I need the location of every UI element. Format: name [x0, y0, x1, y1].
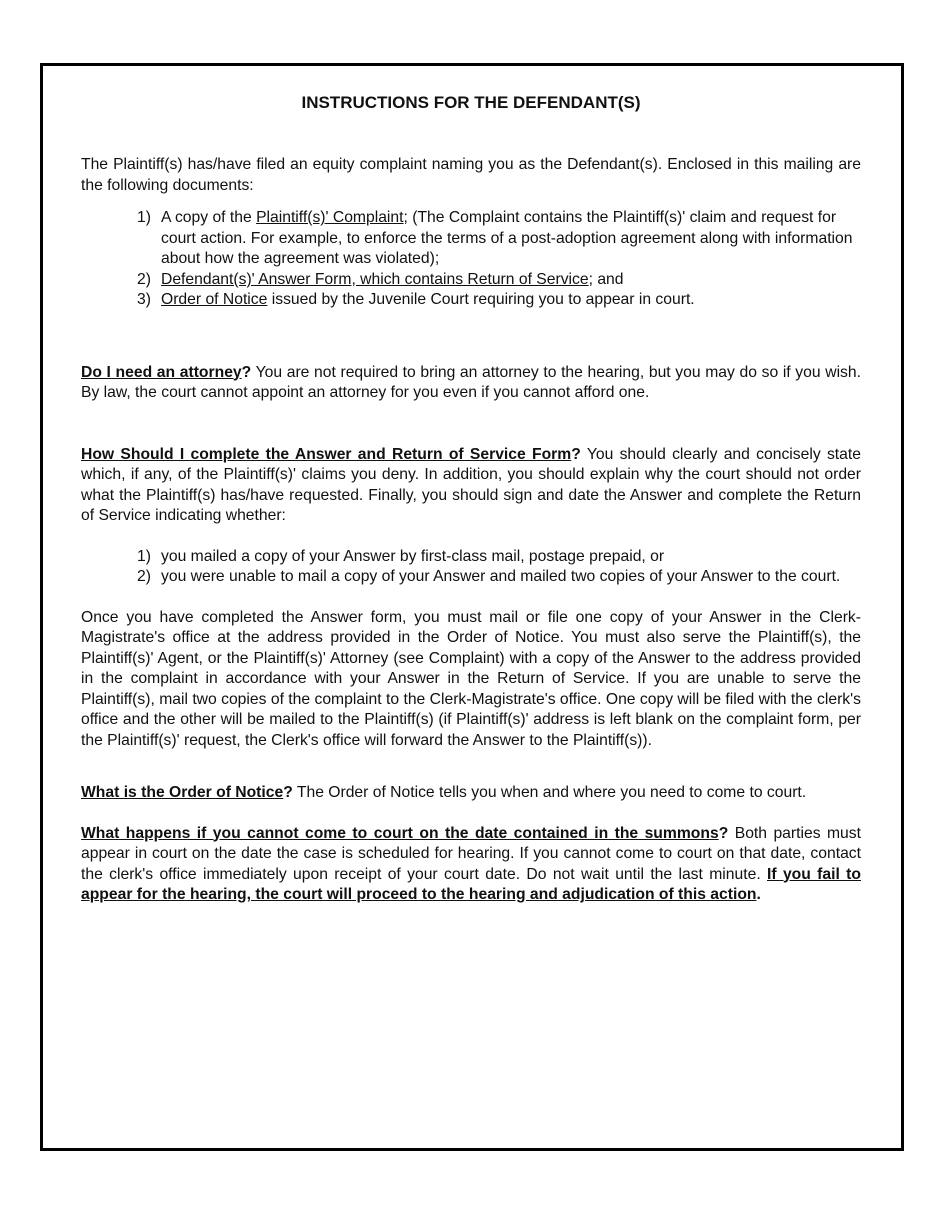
enclosed-documents-list: [81, 208, 861, 311]
answer-form-section: How Should I complete the Answer and Return of Service Form? You should clearly and concisely state which, if any, of the Plaintiff(s)' claims you deny. In addition, you should explain why the court should not order what the Plaintiff(s) has/have requested. Finally, you should sign and date the Answer and complete the Return of Service indicating whether:: [81, 445, 861, 524]
failure-to-appear-warning: If you fail to appear for the hearing, the court will proceed to the hearing and adjudication of this action: [81, 865, 861, 903]
return-of-service-options: [81, 547, 861, 588]
list-item-number: 2): [137, 568, 151, 585]
cannot-come-answer: Both parties must appear in court on the date the case is scheduled for hearing. If you cannot come to court on that date, contact the clerk's office immediately upon receipt of your court date. Do not wait until the last minute.: [81, 824, 861, 883]
intro-paragraph: [81, 155, 861, 196]
list-item: 1) you mailed a copy of your Answer by first-class mail, postage prepaid, or: [137, 547, 861, 568]
answer-form-reference: Defendant(s)' Answer Form, which contains Return of Service: [161, 270, 589, 288]
complaint-reference: Plaintiff(s)' Complaint: [256, 209, 404, 226]
list-item: 1) A copy of the Plaintiff(s)' Complaint; (The Complaint contains the Plaintiff(s)' claim and request for court action. For example, to enforce the terms of a post-adoption agreement along with information about how the agreement was violated);: [137, 209, 853, 267]
answer-form-heading: How Should I complete the Answer and Return of Service Form: [81, 445, 572, 463]
order-of-notice-answer: The Order of Notice tells you when and where you need to come to court.: [292, 784, 807, 801]
cannot-come-section: What happens if you cannot come to court on the date contained in the summons? Both parties must appear in court on the date the case is scheduled for hearing. If you cannot come to court on that date, contact the clerk's office immediately upon receipt of your court date. Do not wait until the last minute. If you fail to appear for the hearing, the court will proceed to the hearing and adjudication of this action.: [81, 824, 861, 903]
attorney-heading: Do I need an attorney: [81, 363, 242, 381]
list-item-number: 3): [137, 291, 151, 308]
cannot-come-heading: What happens if you cannot come to court on the date contained in the summons: [81, 824, 719, 842]
attorney-section: Do I need an attorney? You are not required to bring an attorney to the hearing, but you may do so if you wish. By law, the court cannot appoint an attorney for you even if you cannot afford one.: [81, 363, 861, 401]
list-item-number: 1): [137, 547, 151, 565]
answer-form-answer: You should clearly and concisely state which, if any, of the Plaintiff(s)' claims you deny. In addition, you should explain why the court should not order what the Plaintiff(s) has/have requested. Finally, you should sign and date the Answer and complete the Return of Service indicating whether:: [81, 445, 861, 524]
list-item: 2) Defendant(s)' Answer Form, which contains Return of Service; and: [137, 270, 861, 291]
list-item: 3) Order of Notice issued by the Juvenile Court requiring you to appear in court.: [137, 290, 861, 311]
filing-paragraph: Once you have completed the Answer form, you must mail or file one copy of your Answer in the Clerk-Magistrate's office at the address provided in the Order of Notice. You must also serve the Plaintiff(s), the Plaintiff(s)' Agent, or the Plaintiff(s)' Attorney (see Complaint) with a copy of the Answer to the address provided in the complaint in accordance with your Answer in the Return of Service. If you are unable to serve the Plaintiff(s), mail two copies of the complaint to the Clerk-Magistrate's office. One copy will be filed with the clerk's office and the other will be mailed to the Plaintiff(s) (if Plaintiff(s)' address is left blank on the complaint form, per the Plaintiff(s)' request, the Clerk's office will forward the Answer to the Plaintiff(s)).: [81, 608, 861, 749]
list-item-number: 1): [137, 209, 151, 226]
document-body: [81, 92, 861, 906]
list-item: 2) you were unable to mail a copy of your Answer and mailed two copies of your Answer to the court.: [137, 567, 861, 588]
order-of-notice-heading: What is the Order of Notice: [81, 784, 284, 801]
intro-text: The Plaintiff(s) has/have filed an equity complaint naming you as the Defendant(s). Enclosed in this mailing are the following documents:: [81, 156, 861, 194]
order-of-notice-reference: Order of Notice: [161, 291, 268, 308]
order-of-notice-section: What is the Order of Notice? The Order of Notice tells you when and where you need to come to court.: [81, 784, 807, 801]
list-item-number: 2): [137, 270, 151, 288]
page-title: INSTRUCTIONS FOR THE DEFENDANT(S): [301, 93, 641, 112]
attorney-answer: You are not required to bring an attorney to the hearing, but you may do so if you wish. By law, the court cannot appoint an attorney for you even if you cannot afford one.: [81, 363, 861, 401]
